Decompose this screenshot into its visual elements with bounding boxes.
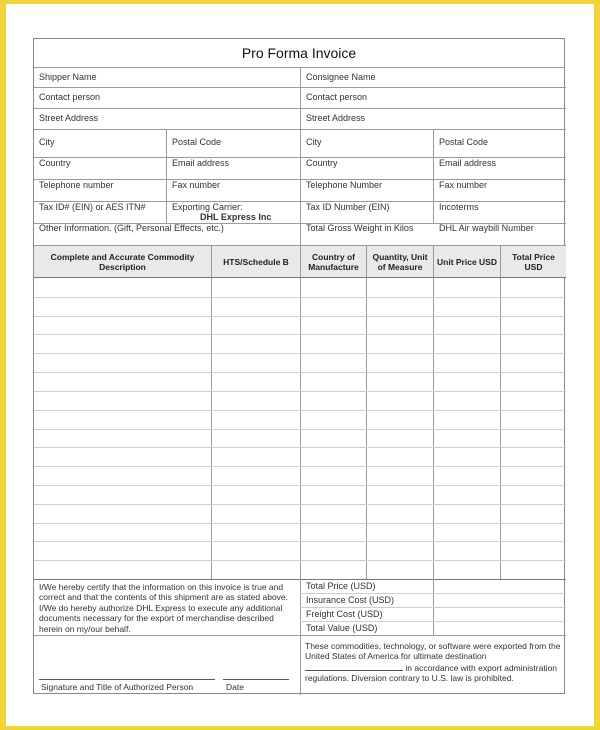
export-notice-part2: in accordance with export administration regulations. Diversion contrary to U.S. law is prohibited. xyxy=(305,662,558,684)
table-cell-total-price[interactable] xyxy=(501,504,566,523)
table-row xyxy=(34,334,566,353)
table-cell-quantity[interactable] xyxy=(367,504,433,523)
row-divider xyxy=(34,541,566,542)
table-cell-total-price[interactable] xyxy=(501,560,566,579)
table-row xyxy=(34,466,566,485)
gross-weight-field[interactable]: Total Gross Weight in Kilos xyxy=(306,223,414,233)
table-cell-hts[interactable] xyxy=(212,372,300,391)
shipper-country-field[interactable]: Country xyxy=(39,158,71,168)
table-cell-hts[interactable] xyxy=(212,278,300,297)
table-cell-country[interactable] xyxy=(301,297,366,316)
table-cell-quantity[interactable] xyxy=(367,523,433,542)
page-title: Pro Forma Invoice xyxy=(34,39,564,68)
table-cell-description[interactable] xyxy=(34,410,211,429)
table-cell-country[interactable] xyxy=(301,278,366,297)
table-cell-unit-price[interactable] xyxy=(434,447,500,466)
table-cell-unit-price[interactable] xyxy=(434,316,500,335)
table-cell-hts[interactable] xyxy=(212,541,300,560)
table-cell-country[interactable] xyxy=(301,391,366,410)
table-cell-total-price[interactable] xyxy=(501,485,566,504)
shipper-postal-field[interactable]: Postal Code xyxy=(172,137,222,147)
table-cell-description[interactable] xyxy=(34,334,211,353)
consignee-city-field[interactable]: City xyxy=(306,137,322,147)
table-cell-description[interactable] xyxy=(34,353,211,372)
column-header-total-price: Total Price USD xyxy=(512,251,555,272)
table-cell-hts[interactable] xyxy=(212,410,300,429)
table-cell-quantity[interactable] xyxy=(367,334,433,353)
table-row xyxy=(34,353,566,372)
table-row xyxy=(34,410,566,429)
table-cell-country[interactable] xyxy=(301,353,366,372)
row-divider xyxy=(34,316,566,317)
exporting-carrier-value: DHL Express Inc xyxy=(200,212,272,222)
row-divider xyxy=(34,334,566,335)
other-information-field[interactable]: Other Information. (Gift, Personal Effects, etc.) xyxy=(39,223,224,233)
table-cell-description[interactable] xyxy=(34,541,211,560)
insurance-cost-field[interactable]: Insurance Cost (USD) xyxy=(306,595,395,605)
table-cell-unit-price[interactable] xyxy=(434,485,500,504)
table-cell-description[interactable] xyxy=(34,523,211,542)
table-cell-quantity[interactable] xyxy=(367,372,433,391)
table-cell-description[interactable] xyxy=(34,504,211,523)
table-cell-description[interactable] xyxy=(34,278,211,297)
table-row xyxy=(34,278,566,297)
table-cell-unit-price[interactable] xyxy=(434,334,500,353)
table-cell-quantity[interactable] xyxy=(367,297,433,316)
total-price-field[interactable]: Total Price (USD) xyxy=(306,581,376,591)
table-cell-total-price[interactable] xyxy=(501,541,566,560)
table-cell-unit-price[interactable] xyxy=(434,297,500,316)
consignee-country-field[interactable]: Country xyxy=(306,158,338,168)
table-cell-country[interactable] xyxy=(301,447,366,466)
table-cell-description[interactable] xyxy=(34,372,211,391)
shipper-telephone-field[interactable]: Telephone number xyxy=(39,180,114,190)
table-cell-hts[interactable] xyxy=(212,391,300,410)
table-cell-total-price[interactable] xyxy=(501,316,566,335)
table-cell-quantity[interactable] xyxy=(367,278,433,297)
table-cell-quantity[interactable] xyxy=(367,410,433,429)
table-cell-country[interactable] xyxy=(301,523,366,542)
table-row xyxy=(34,391,566,410)
shipper-tax-id-field[interactable]: Tax ID# (EIN) or AES ITN# xyxy=(39,202,146,212)
table-cell-country[interactable] xyxy=(301,560,366,579)
table-cell-description[interactable] xyxy=(34,447,211,466)
table-cell-total-price[interactable] xyxy=(501,334,566,353)
table-cell-hts[interactable] xyxy=(212,353,300,372)
column-header-country: Country of Manufacture xyxy=(308,251,359,272)
table-cell-description[interactable] xyxy=(34,297,211,316)
row-divider xyxy=(34,129,566,130)
incoterms-field[interactable]: Incoterms xyxy=(439,202,479,212)
freight-cost-field[interactable]: Freight Cost (USD) xyxy=(306,609,383,619)
date-label: Date xyxy=(226,682,244,692)
table-cell-unit-price[interactable] xyxy=(434,541,500,560)
table-cell-unit-price[interactable] xyxy=(434,504,500,523)
table-row xyxy=(34,297,566,316)
shipper-fax-field[interactable]: Fax number xyxy=(172,180,221,190)
table-cell-unit-price[interactable] xyxy=(434,523,500,542)
table-cell-hts[interactable] xyxy=(212,297,300,316)
shipper-email-field[interactable]: Email address xyxy=(172,158,230,168)
shipper-street-field[interactable]: Street Address xyxy=(39,113,99,123)
table-cell-unit-price[interactable] xyxy=(434,391,500,410)
table-cell-description[interactable] xyxy=(34,391,211,410)
pro-forma-invoice-form xyxy=(33,38,565,694)
table-cell-total-price[interactable] xyxy=(501,297,566,316)
table-cell-description[interactable] xyxy=(34,429,211,448)
table-cell-country[interactable] xyxy=(301,334,366,353)
consignee-name-field[interactable]: Consignee Name xyxy=(306,72,376,82)
table-cell-unit-price[interactable] xyxy=(434,560,500,579)
table-cell-hts[interactable] xyxy=(212,504,300,523)
signature-section-divider xyxy=(34,635,566,636)
table-row xyxy=(34,541,566,560)
table-cell-country[interactable] xyxy=(301,410,366,429)
table-cell-quantity[interactable] xyxy=(367,485,433,504)
table-cell-total-price[interactable] xyxy=(501,353,566,372)
shipper-name-field[interactable]: Shipper Name xyxy=(39,72,97,82)
shipper-city-field[interactable]: City xyxy=(39,137,55,147)
table-cell-quantity[interactable] xyxy=(367,560,433,579)
table-cell-total-price[interactable] xyxy=(501,391,566,410)
shipper-contact-field[interactable]: Contact person xyxy=(39,92,101,102)
consignee-postal-field[interactable]: Postal Code xyxy=(439,137,489,147)
table-cell-country[interactable] xyxy=(301,504,366,523)
row-divider xyxy=(34,560,566,561)
table-cell-country[interactable] xyxy=(301,429,366,448)
row-divider xyxy=(34,429,566,430)
table-cell-country[interactable] xyxy=(301,466,366,485)
table-cell-total-price[interactable] xyxy=(501,466,566,485)
row-divider xyxy=(34,466,566,467)
table-row xyxy=(34,429,566,448)
table-row xyxy=(34,560,566,579)
consignee-fax-field[interactable]: Fax number xyxy=(439,180,488,190)
table-cell-quantity[interactable] xyxy=(367,541,433,560)
consignee-tax-id-field[interactable]: Tax ID Number (EIN) xyxy=(306,202,390,212)
consignee-street-field[interactable]: Street Address xyxy=(306,113,366,123)
table-row xyxy=(34,447,566,466)
exporting-carrier-label: Exporting Carrier: xyxy=(172,202,243,212)
export-notice-part1: These commodities, technology, or software were exported from the United States of America for ultimate destination xyxy=(305,641,561,662)
table-cell-quantity[interactable] xyxy=(367,316,433,335)
table-cell-total-price[interactable] xyxy=(501,278,566,297)
waybill-number-field[interactable]: DHL Air waybill Number xyxy=(439,223,534,233)
certification-statement: I/We hereby certify that the information on this invoice is true and correct and that the contents of this shipment are as stated above. I/We do hereby authorize DHL Express to execute any additional documents necessary for the export of merchandise described herein on my/our behalf. xyxy=(39,582,289,634)
row-divider xyxy=(34,353,566,354)
table-row xyxy=(34,485,566,504)
table-cell-country[interactable] xyxy=(301,485,366,504)
table-cell-unit-price[interactable] xyxy=(434,466,500,485)
table-cell-quantity[interactable] xyxy=(367,391,433,410)
table-cell-total-price[interactable] xyxy=(501,372,566,391)
row-divider xyxy=(34,523,566,524)
signature-label: Signature and Title of Authorized Person xyxy=(41,682,194,692)
page xyxy=(6,4,594,726)
table-cell-unit-price[interactable] xyxy=(434,410,500,429)
table-cell-total-price[interactable] xyxy=(501,429,566,448)
total-value-field[interactable]: Total Value (USD) xyxy=(306,623,378,633)
table-cell-unit-price[interactable] xyxy=(434,278,500,297)
table-cell-hts[interactable] xyxy=(212,447,300,466)
consignee-email-field[interactable]: Email address xyxy=(439,158,497,168)
table-cell-country[interactable] xyxy=(301,316,366,335)
table-cell-hts[interactable] xyxy=(212,560,300,579)
table-cell-country[interactable] xyxy=(301,541,366,560)
row-divider xyxy=(34,372,566,373)
table-cell-description[interactable] xyxy=(34,560,211,579)
table-cell-unit-price[interactable] xyxy=(434,372,500,391)
row-divider xyxy=(34,297,566,298)
export-notice xyxy=(305,641,561,684)
row-divider xyxy=(34,391,566,392)
table-cell-hts[interactable] xyxy=(212,523,300,542)
table-cell-quantity[interactable] xyxy=(367,447,433,466)
column-header-hts: HTS/Schedule B xyxy=(223,256,289,267)
table-cell-hts[interactable] xyxy=(212,316,300,335)
column-header-unit-price: Unit Price USD xyxy=(437,256,497,267)
row-divider xyxy=(34,485,566,486)
table-cell-quantity[interactable] xyxy=(367,429,433,448)
table-cell-country[interactable] xyxy=(301,372,366,391)
table-cell-unit-price[interactable] xyxy=(434,353,500,372)
table-row xyxy=(34,504,566,523)
destination-blank[interactable] xyxy=(305,662,403,671)
table-row xyxy=(34,523,566,542)
table-cell-hts[interactable] xyxy=(212,429,300,448)
row-divider xyxy=(34,447,566,448)
column-header-description: Complete and Accurate Commodity Description xyxy=(50,251,195,272)
consignee-contact-field[interactable]: Contact person xyxy=(306,92,368,102)
table-cell-hts[interactable] xyxy=(212,485,300,504)
table-cell-description[interactable] xyxy=(34,316,211,335)
table-cell-total-price[interactable] xyxy=(501,447,566,466)
table-row xyxy=(34,316,566,335)
table-cell-quantity[interactable] xyxy=(367,353,433,372)
column-header-quantity: Quantity, Unit of Measure xyxy=(372,251,428,272)
consignee-telephone-field[interactable]: Telephone Number xyxy=(306,180,383,190)
row-divider xyxy=(34,504,566,505)
table-cell-description[interactable] xyxy=(34,466,211,485)
table-cell-hts[interactable] xyxy=(212,334,300,353)
table-cell-description[interactable] xyxy=(34,485,211,504)
table-row xyxy=(34,372,566,391)
table-cell-hts[interactable] xyxy=(212,466,300,485)
table-cell-unit-price[interactable] xyxy=(434,429,500,448)
table-cell-quantity[interactable] xyxy=(367,466,433,485)
table-cell-total-price[interactable] xyxy=(501,523,566,542)
table-cell-total-price[interactable] xyxy=(501,410,566,429)
row-divider xyxy=(34,410,566,411)
